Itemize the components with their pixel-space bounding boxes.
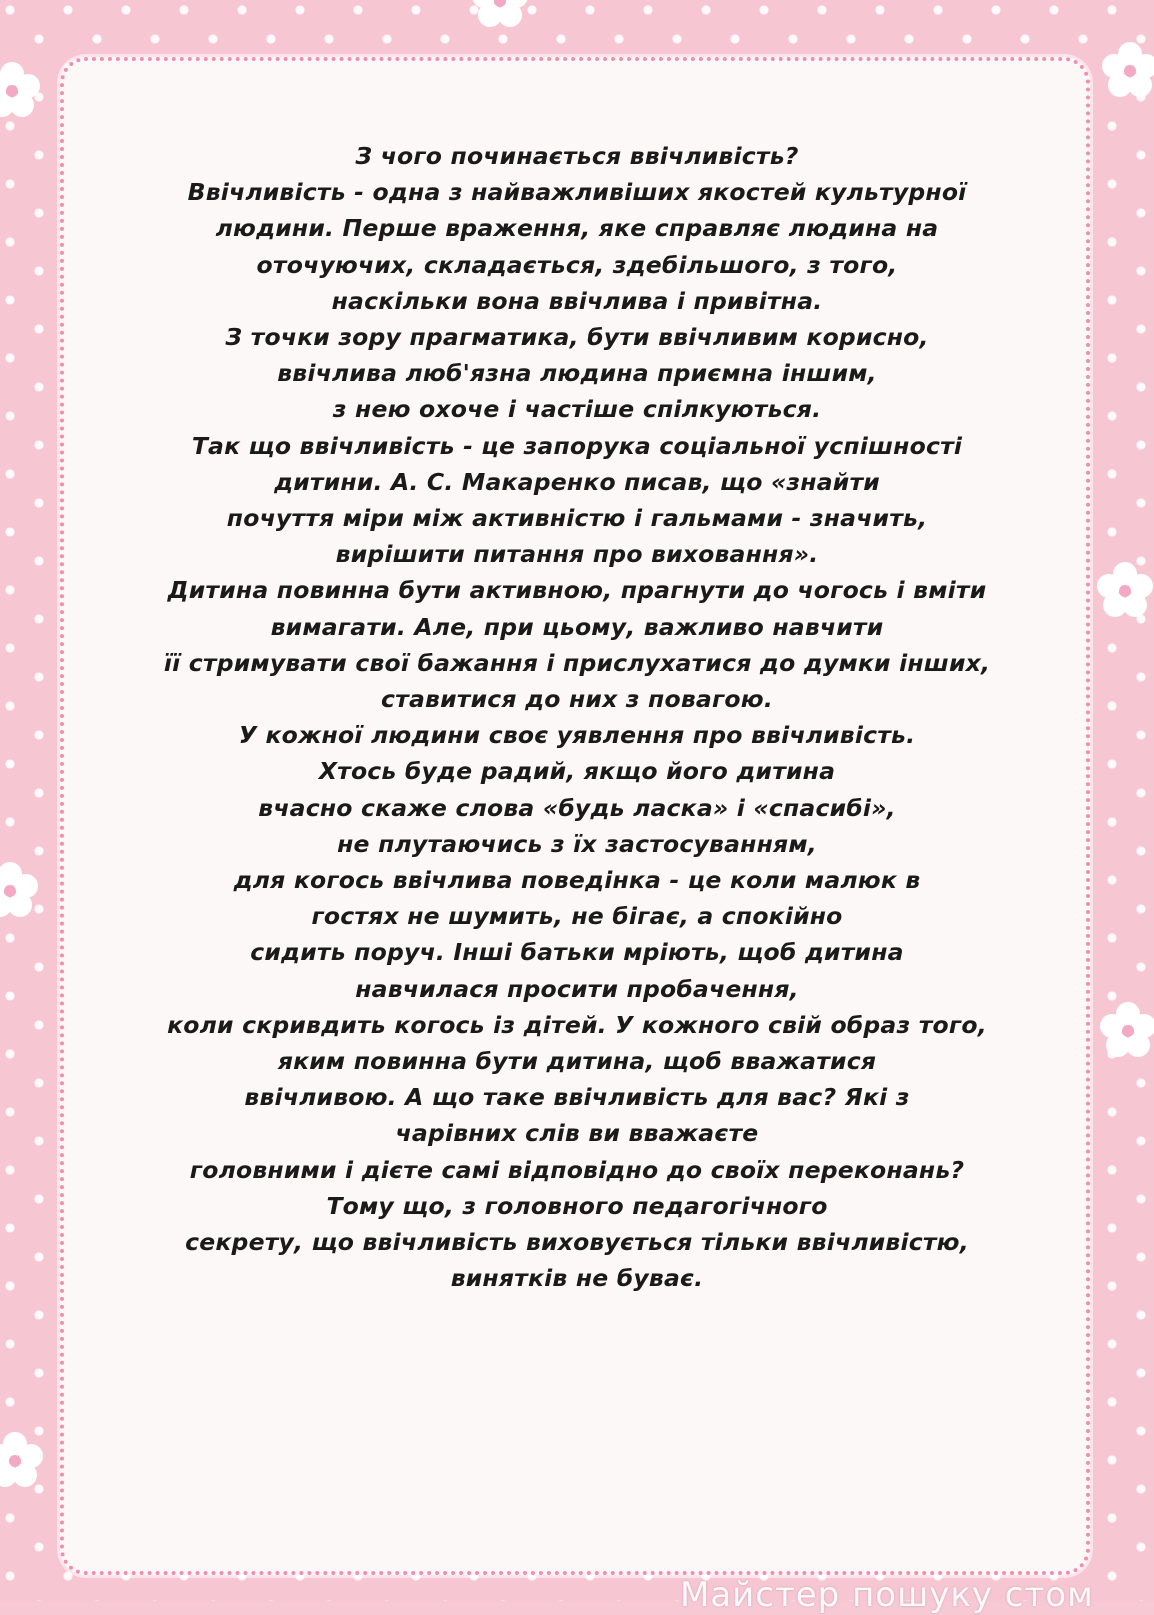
text-line: з нею охоче і частіше спілкуються. bbox=[332, 395, 822, 424]
flower-icon bbox=[0, 60, 42, 120]
text-line: сидить поруч. Інші батьки мріють, щоб дитина bbox=[250, 938, 904, 967]
text-line: Хтось буде радий, якщо його дитина bbox=[318, 757, 836, 786]
text-line: Дитина повинна бути активною, прагнути до чогось і вміти bbox=[167, 576, 987, 605]
flower-icon bbox=[1095, 560, 1154, 620]
text-line: оточуючих, складається, здебільшого, з того, bbox=[256, 250, 898, 279]
flower-icon bbox=[1100, 40, 1154, 100]
text-line: У кожної людини своє уявлення про ввічливість. bbox=[238, 721, 916, 750]
watermark-footer: Майстер пошуку стом bbox=[680, 1575, 1094, 1615]
text-line: коли скривдить когось із дітей. У кожного свій образ того, bbox=[167, 1010, 987, 1039]
text-line: її стримувати свої бажання і прислухатися до думки інших, bbox=[163, 648, 991, 677]
text-line: яким повинна бути дитина, щоб вважатися bbox=[277, 1047, 877, 1076]
text-line: навчилася просити пробачення, bbox=[355, 974, 799, 1003]
flower-icon bbox=[1098, 1000, 1154, 1060]
flower-icon bbox=[470, 0, 530, 30]
text-line: не плутаючись з їх застосуванням, bbox=[337, 829, 817, 858]
text-line: вимагати. Але, при цьому, важливо навчити bbox=[270, 612, 884, 641]
text-line: вирішити питання про виховання». bbox=[335, 540, 819, 569]
text-line: винятків не буває. bbox=[450, 1264, 704, 1293]
text-line: для когось ввічлива поведінка - це коли малюк в bbox=[233, 866, 921, 895]
text-line: секрету, що ввічливість виховується тільки ввічливістю, bbox=[185, 1228, 969, 1257]
text-line: чарівних слів ви вважаєте bbox=[395, 1119, 759, 1148]
flower-icon bbox=[0, 860, 40, 920]
text-line: головними і дієте самі відповідно до своїх переконань? bbox=[189, 1155, 965, 1184]
flower-icon bbox=[0, 1430, 45, 1490]
text-line: людини. Перше враження, яке справляє людина на bbox=[215, 214, 939, 243]
text-line: вчасно скаже слова «будь ласка» і «спасибі», bbox=[258, 793, 896, 822]
text-line: дитини. А. С. Макаренко писав, що «знайти bbox=[274, 467, 880, 496]
text-line: почуття міри між активністю і гальмами - значить, bbox=[226, 504, 928, 533]
text-line: З точки зору прагматика, бути ввічливим корисно, bbox=[225, 323, 929, 352]
document-body bbox=[62, 138, 1092, 1297]
text-line: Так що ввічливість - це запорука соціальної успішності bbox=[191, 431, 963, 460]
text-line: гостях не шумить, не бігає, а спокійно bbox=[311, 902, 843, 931]
text-line: ввічливою. А що таке ввічливість для вас? Які з bbox=[244, 1083, 910, 1112]
text-line: Ввічливість - одна з найважливіших якостей культурної bbox=[187, 178, 967, 207]
text-line: наскільки вона ввічлива і привітна. bbox=[331, 286, 823, 315]
text-line: ввічлива люб'язна людина приємна іншим, bbox=[277, 359, 877, 388]
text-line: ставитися до них з повагою. bbox=[381, 685, 773, 714]
document-title: З чого починається ввічливість? bbox=[355, 142, 799, 170]
text-line: Тому що, з головного педагогічного bbox=[326, 1191, 828, 1220]
